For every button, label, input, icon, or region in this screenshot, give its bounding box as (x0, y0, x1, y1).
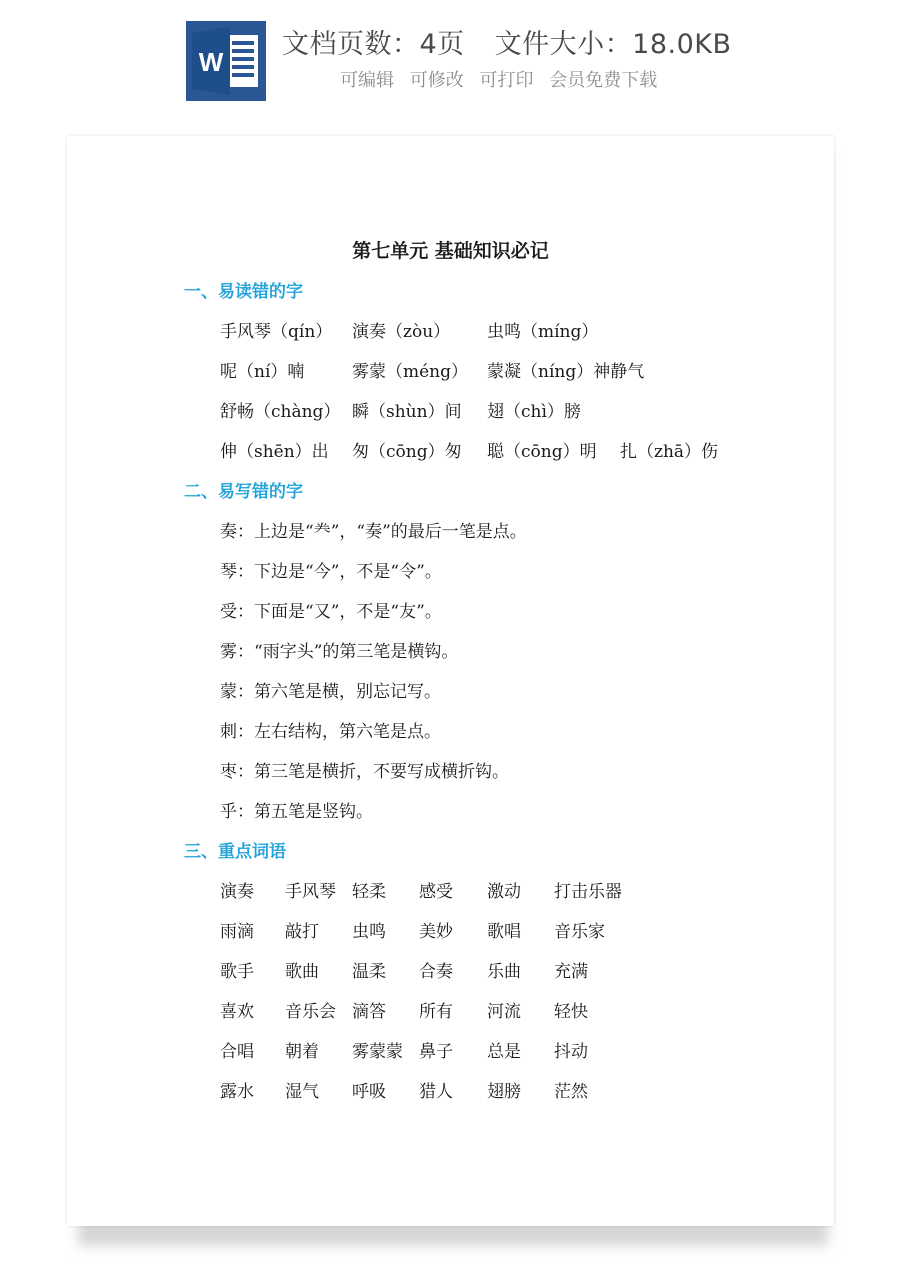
writing-tip: 受：下面是“又”，不是“友”。 (220, 602, 442, 622)
pinyin-item: 呢（ní）喃 (220, 362, 305, 382)
vocabulary-word: 美妙 (419, 922, 453, 942)
vocabulary-word: 喜欢 (220, 1002, 254, 1022)
vocabulary-word: 翅膀 (487, 1082, 521, 1102)
writing-tip: 刺：左右结构，第六笔是点。 (220, 722, 441, 742)
vocabulary-word: 合奏 (419, 962, 453, 982)
vocabulary-word: 打击乐器 (554, 882, 622, 902)
vocabulary-word: 雨滴 (220, 922, 254, 942)
vocabulary-word: 歌手 (220, 962, 254, 982)
feature-modifiable: 可修改 (409, 70, 464, 91)
vocabulary-word: 轻柔 (352, 882, 386, 902)
pinyin-item: 舒畅（chàng） (220, 402, 341, 422)
pinyin-item: 扎（zhā）伤 (620, 442, 719, 462)
vocabulary-word: 朝着 (285, 1042, 319, 1062)
vocabulary-word: 温柔 (352, 962, 386, 982)
vocabulary-word: 歌唱 (487, 922, 521, 942)
vocabulary-word: 手风琴 (285, 882, 336, 902)
pinyin-item: 虫鸣（míng） (487, 322, 599, 342)
pinyin-item: 匆（cōng）匆 (352, 442, 462, 462)
pinyin-item: 手风琴（qín） (220, 322, 333, 342)
vocabulary-word: 合唱 (220, 1042, 254, 1062)
pinyin-item: 聪（cōng）明 (487, 442, 597, 462)
feature-list (340, 66, 667, 92)
download-header (0, 0, 900, 130)
pinyin-item: 雾蒙（méng） (352, 362, 469, 382)
vocabulary-word: 茫然 (554, 1082, 588, 1102)
svg-text:W: W (198, 47, 224, 77)
vocabulary-word: 所有 (419, 1002, 453, 1022)
vocabulary-word: 湿气 (285, 1082, 319, 1102)
section-heading-key-words: 三、重点词语 (184, 842, 286, 862)
document-page (67, 136, 834, 1226)
vocabulary-word: 虫鸣 (352, 922, 386, 942)
vocabulary-word: 猎人 (419, 1082, 453, 1102)
document-title: 第七单元 基础知识必记 (352, 240, 549, 262)
pinyin-item: 瞬（shùn）间 (352, 402, 462, 422)
vocabulary-word: 演奏 (220, 882, 254, 902)
word-document-icon (186, 21, 266, 101)
vocabulary-word: 乐曲 (487, 962, 521, 982)
pinyin-item: 演奏（zòu） (352, 322, 451, 342)
vocabulary-word: 音乐会 (285, 1002, 336, 1022)
vocabulary-word: 充满 (554, 962, 588, 982)
vocabulary-word: 抖动 (554, 1042, 588, 1062)
vocabulary-word: 歌曲 (285, 962, 319, 982)
feature-editable: 可编辑 (340, 70, 394, 91)
writing-tip: 雾：“雨字头”的第三笔是横钩。 (220, 642, 459, 662)
vocabulary-word: 河流 (487, 1002, 521, 1022)
vocabulary-word: 呼吸 (352, 1082, 386, 1102)
writing-tip: 奏：上边是“龹”，“奏”的最后一笔是点。 (220, 522, 527, 542)
section-heading-miswritten: 二、易写错的字 (184, 482, 303, 502)
vocabulary-word: 总是 (487, 1042, 521, 1062)
vocabulary-word: 音乐家 (554, 922, 605, 942)
page-count: 文档页数：4页 (282, 29, 465, 60)
vocabulary-word: 感受 (419, 882, 453, 902)
pinyin-item: 伸（shēn）出 (220, 442, 329, 462)
vocabulary-word: 露水 (220, 1082, 254, 1102)
writing-tip: 乎：第五笔是竖钩。 (220, 802, 373, 822)
section-heading-misread: 一、易读错的字 (184, 282, 303, 302)
writing-tip: 枣：第三笔是横折，不要写成横折钩。 (220, 762, 509, 782)
vocabulary-word: 雾蒙蒙 (352, 1042, 403, 1062)
feature-member-download[interactable]: 会员免费下载 (549, 70, 658, 91)
pinyin-item: 翅（chì）膀 (487, 402, 581, 422)
writing-tip: 琴：下边是“今”，不是“令”。 (220, 562, 442, 582)
vocabulary-word: 滴答 (352, 1002, 386, 1022)
writing-tip: 蒙：第六笔是横，别忘记写。 (220, 682, 441, 702)
document-meta (282, 22, 732, 61)
file-size: 文件大小：18.0KB (494, 29, 732, 60)
feature-printable: 可打印 (479, 70, 534, 91)
pinyin-item: 蒙凝（níng）神静气 (487, 362, 645, 382)
vocabulary-word: 鼻子 (419, 1042, 453, 1062)
vocabulary-word: 激动 (487, 882, 521, 902)
vocabulary-word: 轻快 (554, 1002, 588, 1022)
vocabulary-word: 敲打 (285, 922, 319, 942)
